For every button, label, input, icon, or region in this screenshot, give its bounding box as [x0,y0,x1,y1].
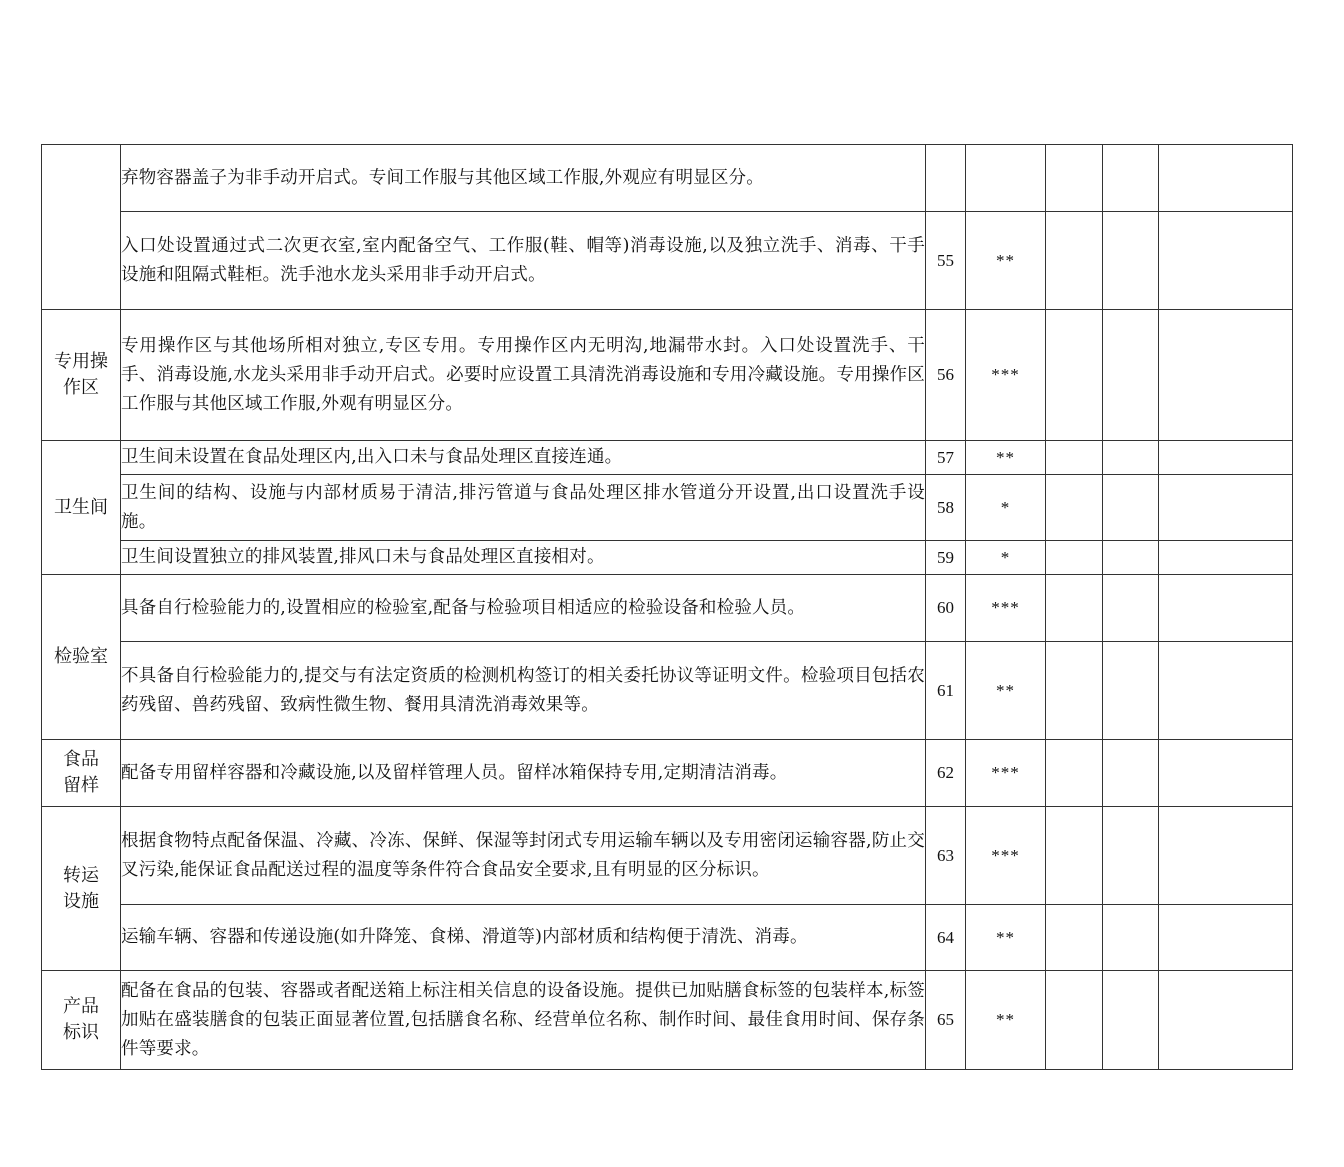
check-cell-1[interactable] [1046,310,1103,441]
category-cell-continued [42,145,121,310]
importance-level: ** [966,971,1046,1070]
item-number: 63 [926,807,966,905]
importance-level: * [966,541,1046,575]
check-cell-1[interactable] [1046,441,1103,475]
item-number: 57 [926,441,966,475]
item-number: 60 [926,575,966,642]
check-cell-2[interactable] [1103,807,1159,905]
importance-level: ** [966,212,1046,310]
check-cell-2[interactable] [1103,541,1159,575]
category-cell: 产品标识 [42,971,121,1070]
category-cell: 专用操作区 [42,310,121,441]
check-cell-2[interactable] [1103,642,1159,740]
table-row [42,905,1293,971]
check-cell-1[interactable] [1046,541,1103,575]
table-row [42,642,1293,740]
importance-level: *** [966,807,1046,905]
requirement-text: 卫生间的结构、设施与内部材质易于清洁,排污管道与食品处理区排水管道分开设置,出口设置洗手设施。 [121,475,926,541]
check-cell-2[interactable] [1103,971,1159,1070]
remarks-cell[interactable] [1159,310,1293,441]
importance-level [966,145,1046,212]
table-row [42,441,1293,475]
category-cell: 检验室 [42,575,121,740]
table-row [42,212,1293,310]
importance-level: *** [966,575,1046,642]
check-cell-2[interactable] [1103,740,1159,807]
requirement-text: 卫生间未设置在食品处理区内,出入口未与食品处理区直接连通。 [121,441,926,475]
check-cell-1[interactable] [1046,905,1103,971]
check-cell-1[interactable] [1046,212,1103,310]
table-row [42,145,1293,212]
requirement-text: 入口处设置通过式二次更衣室,室内配备空气、工作服(鞋、帽等)消毒设施,以及独立洗手、消毒、干手设施和阻隔式鞋柜。洗手池水龙头采用非手动开启式。 [121,212,926,310]
item-number [926,145,966,212]
item-number: 56 [926,310,966,441]
remarks-cell[interactable] [1159,905,1293,971]
check-cell-2[interactable] [1103,575,1159,642]
check-cell-1[interactable] [1046,740,1103,807]
item-number: 59 [926,541,966,575]
check-cell-2[interactable] [1103,475,1159,541]
check-cell-2[interactable] [1103,212,1159,310]
item-number: 61 [926,642,966,740]
check-cell-2[interactable] [1103,145,1159,212]
remarks-cell[interactable] [1159,145,1293,212]
requirement-text: 不具备自行检验能力的,提交与有法定资质的检测机构签订的相关委托协议等证明文件。检验项目包括农药残留、兽药残留、致病性微生物、餐用具清洗消毒效果等。 [121,642,926,740]
requirement-text: 具备自行检验能力的,设置相应的检验室,配备与检验项目相适应的检验设备和检验人员。 [121,575,926,642]
check-cell-1[interactable] [1046,807,1103,905]
table-row [42,310,1293,441]
table-row [42,807,1293,905]
requirement-text: 配备在食品的包装、容器或者配送箱上标注相关信息的设备设施。提供已加贴膳食标签的包装样本,标签加贴在盛装膳食的包装正面显著位置,包括膳食名称、经营单位名称、制作时间、最佳食用时间、保存条件等要求。 [121,971,926,1070]
requirement-text: 配备专用留样容器和冷藏设施,以及留样管理人员。留样冰箱保持专用,定期清洁消毒。 [121,740,926,807]
table-row [42,575,1293,642]
check-cell-2[interactable] [1103,310,1159,441]
item-number: 55 [926,212,966,310]
category-cell: 转运设施 [42,807,121,971]
remarks-cell[interactable] [1159,541,1293,575]
check-cell-1[interactable] [1046,971,1103,1070]
table-row [42,541,1293,575]
importance-level: *** [966,740,1046,807]
requirement-text: 根据食物特点配备保温、冷藏、冷冻、保鲜、保湿等封闭式专用运输车辆以及专用密闭运输容器,防止交叉污染,能保证食品配送过程的温度等条件符合食品安全要求,且有明显的区分标识。 [121,807,926,905]
requirement-text: 专用操作区与其他场所相对独立,专区专用。专用操作区内无明沟,地漏带水封。入口处设置洗手、干手、消毒设施,水龙头采用非手动开启式。必要时应设置工具清洗消毒设施和专用冷藏设施。专用操作区工作服与其他区域工作服,外观有明显区分。 [121,310,926,441]
importance-level: *** [966,310,1046,441]
table-row [42,475,1293,541]
requirement-text: 运输车辆、容器和传递设施(如升降笼、食梯、滑道等)内部材质和结构便于清洗、消毒。 [121,905,926,971]
item-number: 65 [926,971,966,1070]
remarks-cell[interactable] [1159,740,1293,807]
requirement-text: 弃物容器盖子为非手动开启式。专间工作服与其他区域工作服,外观应有明显区分。 [121,145,926,212]
remarks-cell[interactable] [1159,475,1293,541]
item-number: 64 [926,905,966,971]
check-cell-2[interactable] [1103,905,1159,971]
check-cell-1[interactable] [1046,475,1103,541]
remarks-cell[interactable] [1159,212,1293,310]
remarks-cell[interactable] [1159,642,1293,740]
check-cell-2[interactable] [1103,441,1159,475]
item-number: 58 [926,475,966,541]
category-cell: 卫生间 [42,441,121,575]
check-cell-1[interactable] [1046,575,1103,642]
category-cell: 食品留样 [42,740,121,807]
requirement-text: 卫生间设置独立的排风装置,排风口未与食品处理区直接相对。 [121,541,926,575]
table-row [42,740,1293,807]
remarks-cell[interactable] [1159,441,1293,475]
importance-level: ** [966,441,1046,475]
importance-level: * [966,475,1046,541]
inspection-table [41,144,1293,1070]
remarks-cell[interactable] [1159,807,1293,905]
table-row [42,971,1293,1070]
check-cell-1[interactable] [1046,642,1103,740]
check-cell-1[interactable] [1046,145,1103,212]
remarks-cell[interactable] [1159,971,1293,1070]
importance-level: ** [966,642,1046,740]
importance-level: ** [966,905,1046,971]
item-number: 62 [926,740,966,807]
remarks-cell[interactable] [1159,575,1293,642]
